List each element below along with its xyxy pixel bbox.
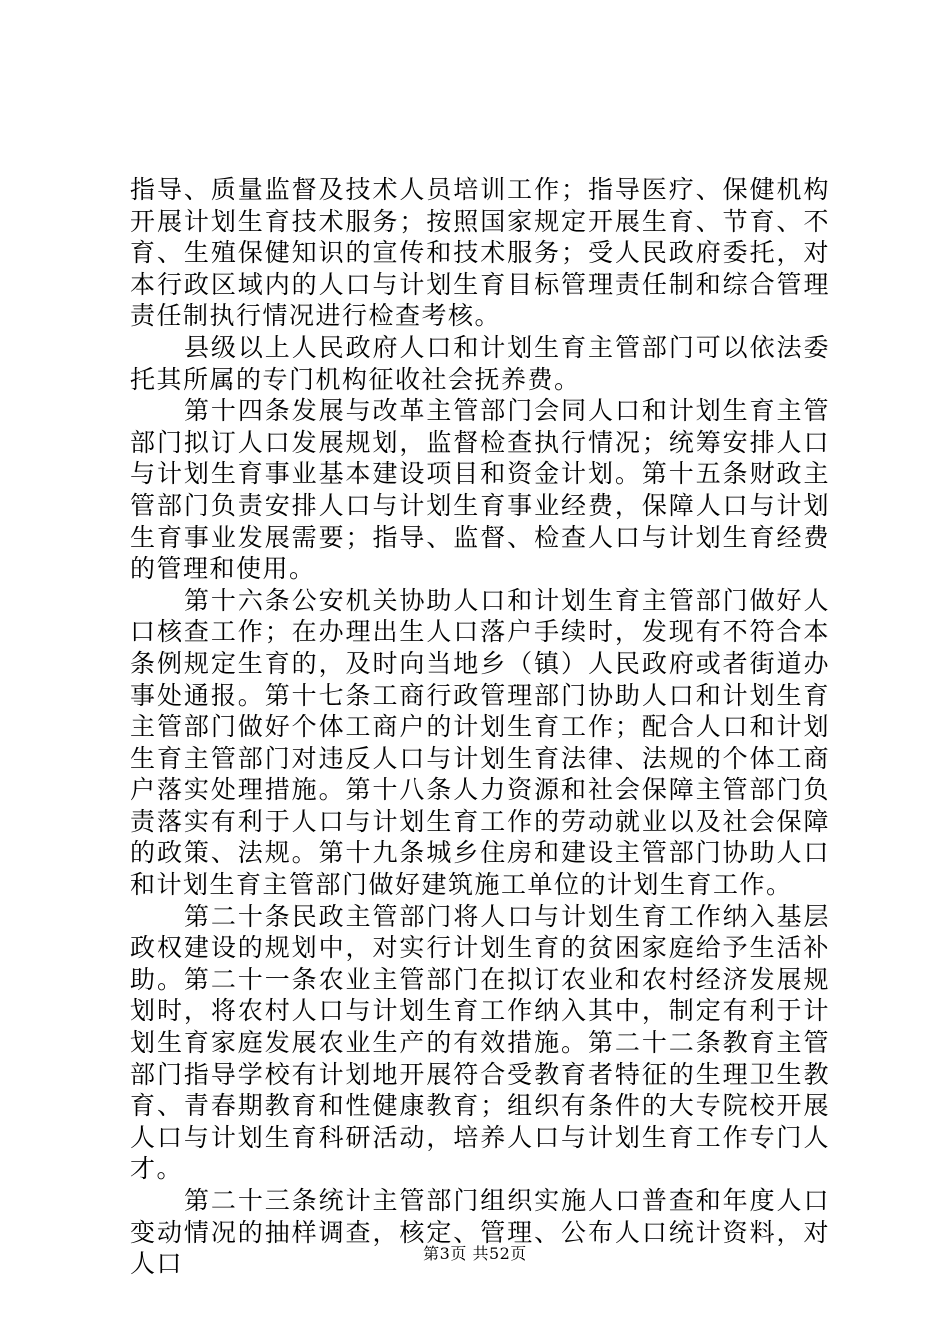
paragraph-continuation: 指导、质量监督及技术人员培训工作；指导医疗、保健机构开展计划生育技术服务；按照国家规定开展生育、节育、不育、生殖保健知识的宣传和技术服务；受人民政府委托，对本行政区域内的人口与计划生育目标管理责任制和综合管理责任制执行情况进行检查考核。: [130, 175, 830, 331]
paragraph-article-14-15: 第十四条发展与改革主管部门会同人口和计划生育主管部门拟订人口发展规划，监督检查执行情况；统筹安排人口与计划生育事业基本建设项目和资金计划。第十五条财政主管部门负责安排人口与计划生育事业经费，保障人口与计划生育事业发展需要；指导、监督、检查人口与计划生育经费的管理和使用。: [130, 396, 830, 584]
document-body: [130, 174, 830, 1280]
page-number-footer: 第3页 共52页: [423, 1244, 527, 1263]
paragraph-article-16-19: 第十六条公安机关协助人口和计划生育主管部门做好人口核查工作；在办理出生人口落户手续时，发现有不符合本条例规定生育的，及时向当地乡（镇）人民政府或者街道办事处通报。第十七条工商行政管理部门协助人口和计划生育主管部门做好个体工商户的计划生育工作；配合人口和计划生育主管部门对违反人口与计划生育法律、法规的个体工商户落实处理措施。第十八条人力资源和社会保障主管部门负责落实有利于人口与计划生育工作的劳动就业以及社会保障的政策、法规。第十九条城乡住房和建设主管部门协助人口和计划生育主管部门做好建筑施工单位的计划生育工作。: [130, 585, 830, 900]
paragraph: 县级以上人民政府人口和计划生育主管部门可以依法委托其所属的专门机构征收社会抚养费。: [130, 332, 830, 394]
paragraph-article-23: 第二十三条统计主管部门组织实施人口普查和年度人口变动情况的抽样调查，核定、管理、公布人口统计资料，对人口: [130, 1186, 830, 1279]
paragraph-article-20-22: 第二十条民政主管部门将人口与计划生育工作纳入基层政权建设的规划中，对实行计划生育的贫困家庭给予生活补助。第二十一条农业主管部门在拟订农业和农村经济发展规划时，将农村人口与计划生育工作纳入其中，制定有利于计划生育家庭发展农业生产的有效措施。第二十二条教育主管部门指导学校有计划地开展符合受教育者特征的生理卫生教育、青春期教育和性健康教育；组织有条件的大专院校开展人口与计划生育科研活动，培养人口与计划生育工作专门人才。: [130, 901, 830, 1184]
